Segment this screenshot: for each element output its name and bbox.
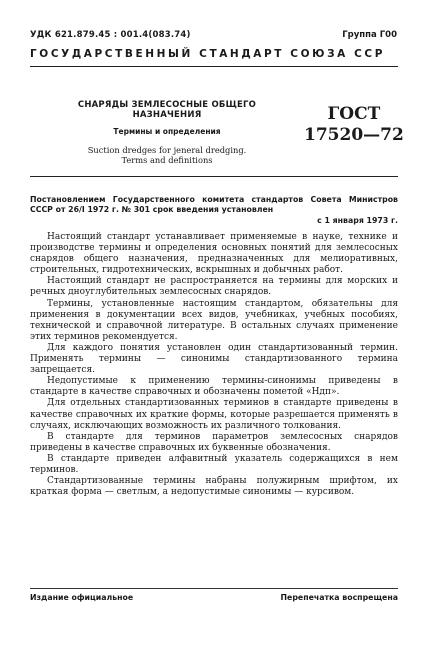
paragraph: Для каждого понятия установлен один стандартизованный термин. Применять термины — синонимы стандартизованного термина запрещается. [30, 342, 398, 376]
gost-label: ГОСТ [327, 104, 381, 124]
subtitle-ru: Термины и определения [113, 127, 221, 136]
title-rule [30, 176, 398, 177]
udk-code: УДК 621.879.45 : 001.4(083.74) [30, 30, 191, 40]
effective-date: с 1 января 1973 г. [317, 216, 398, 225]
title-en [52, 145, 282, 165]
paragraph: Настоящий стандарт не распространяется на термины для морских и речных дноуглубительных землесосных снарядов. [30, 276, 398, 298]
paragraph: Для отдельных стандартизованных терминов в стандарте приведены в качестве справочных их краткие формы, которые разрешается применять в случаях, исключающих возможность их различного толкования. [30, 398, 398, 431]
header-rule [30, 66, 398, 67]
title-en-line1: Suction dredges for jeneral dredging. [87, 145, 247, 155]
title-ru: СНАРЯДЫ ЗЕМЛЕСОСНЫЕ ОБЩЕГО НАЗНАЧЕНИЯ [77, 100, 257, 120]
paragraph: В стандарте для терминов параметров землесосных снарядов приведены в качестве справочных их буквенные обозначения. [30, 431, 398, 453]
decree-text: Постановлением Государственного комитета стандартов Совета Министров СССР от 26/I 1972 г. № 301 срок введения установлен [30, 195, 398, 214]
gost-number: 17520—72 [304, 125, 404, 145]
group-code: Группа Г00 [342, 30, 397, 40]
paragraph: Термины, установленные настоящим стандартом, обязательны для применения в документации всех видов, учебниках, учебных пособиях, технической и справочной литературе. В остальных случаях применение этих терминов рекомендуется. [30, 298, 398, 342]
title-en-line2: Terms and definitions [121, 155, 213, 165]
paragraph: Настоящий стандарт устанавливает применяемые в науке, технике и производстве термины и определения основных понятий для землесосных снарядов общего назначения, предназначенных для мелиоративных, строительных, гидротехнических, вскрышных и добычных работ. [30, 232, 398, 276]
paragraph: Стандартизованные термины набраны полужирным шрифтом, их краткая форма — светлым, а недопустимые синонимы — курсивом. [30, 476, 398, 498]
header-row [30, 30, 397, 42]
footer-rule [30, 588, 398, 589]
footer-official-edition: Издание официальное [30, 593, 134, 602]
gost-designation [304, 104, 404, 146]
paragraph: Недопустимые к применению термины-синонимы приведены в стандарте в качестве справочных и обозначены пометой «Ндп». [30, 376, 398, 398]
paragraph: В стандарте приведен алфавитный указатель содержащихся в нем терминов. [30, 453, 398, 475]
body-text [30, 232, 398, 498]
standard-banner: ГОСУДАРСТВЕННЫЙ СТАНДАРТ СОЮЗА ССР [30, 48, 386, 60]
footer-reprint-notice: Перепечатка воспрещена [280, 593, 398, 602]
title-block [52, 100, 282, 165]
